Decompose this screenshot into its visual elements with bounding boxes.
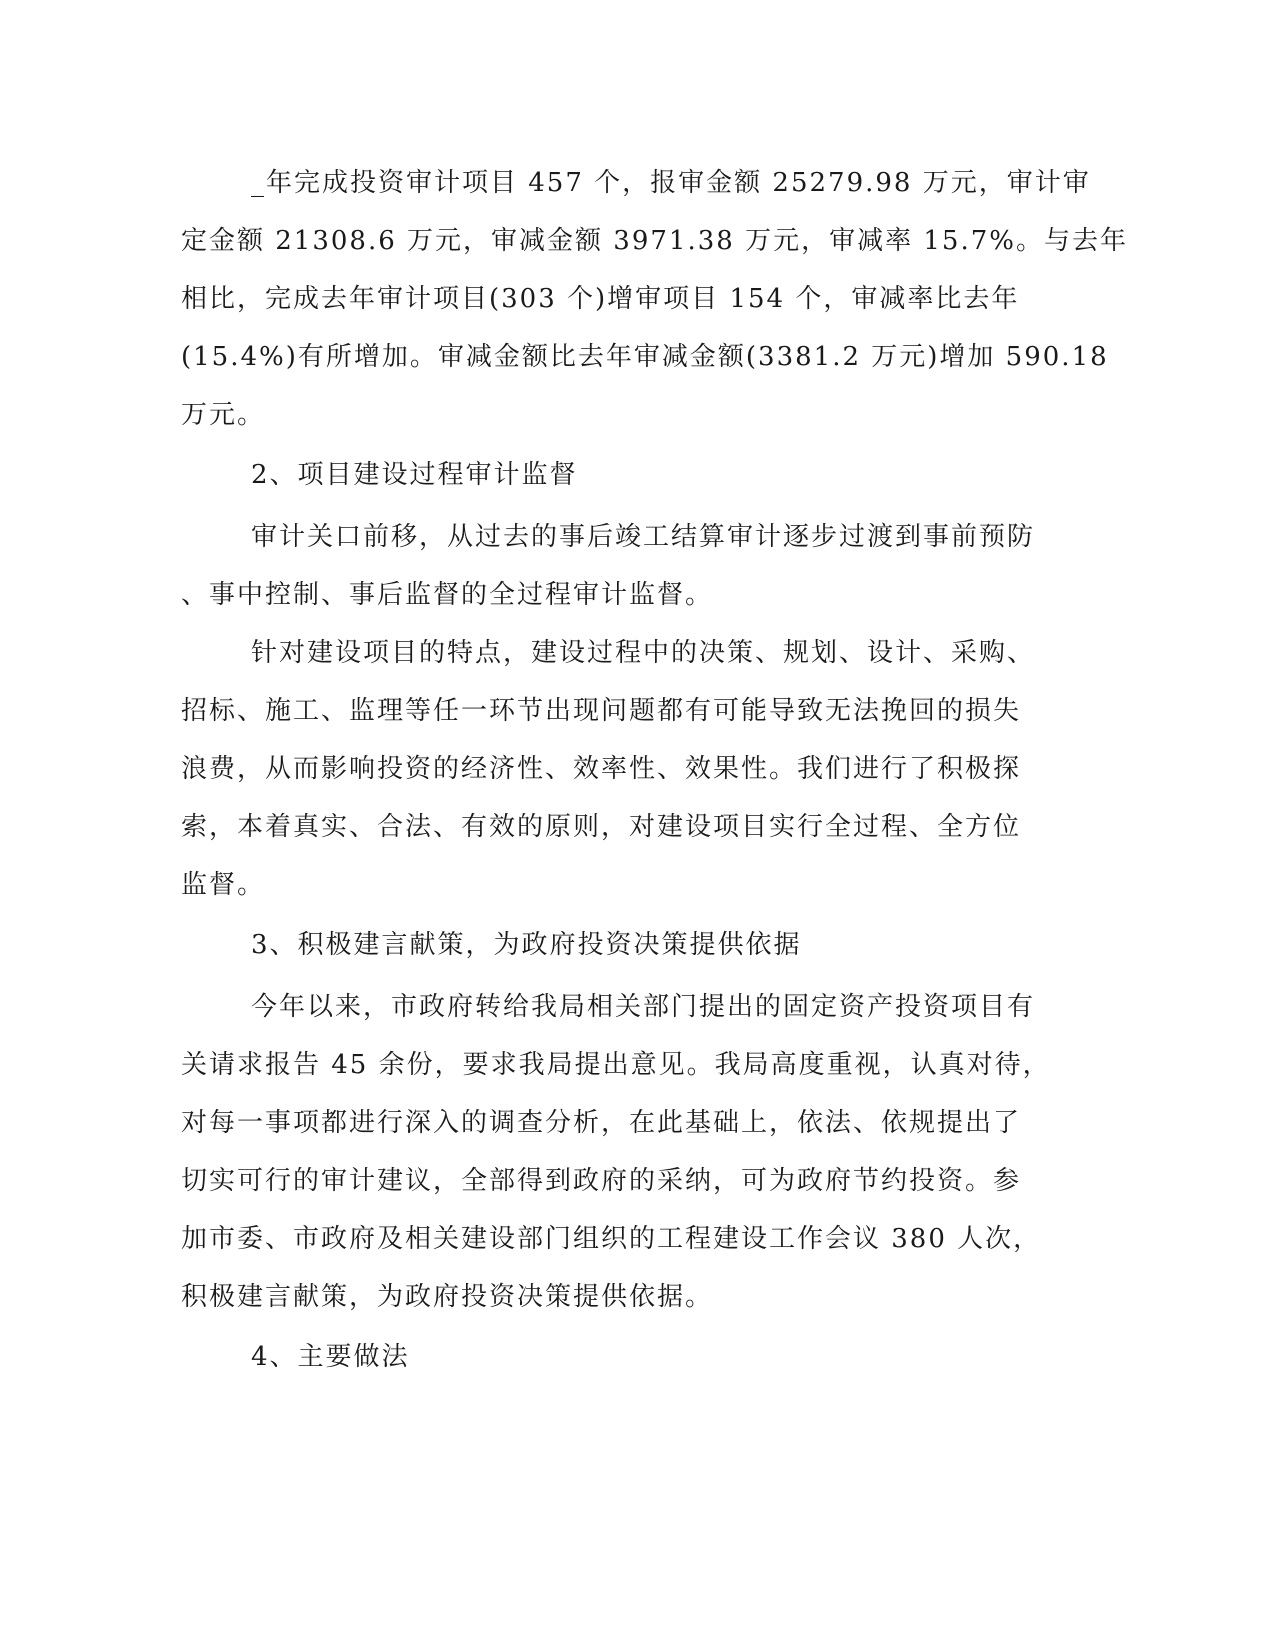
- text-line: 积极建言献策，为政府投资决策提供依据。: [181, 1282, 714, 1312]
- paragraph-project-characteristics: [181, 624, 1036, 914]
- section-heading-2: 2、项目建设过程审计监督: [251, 460, 578, 490]
- document-body: [181, 154, 1128, 1390]
- text-line: 万元。: [181, 400, 266, 430]
- text-line: 监督。: [181, 870, 266, 900]
- text-line: 对每一事项都进行深入的调查分析，在此基础上，依法、依规提出了: [181, 1108, 1022, 1138]
- text-line: 索，本着真实、合法、有效的原则，对建设项目实行全过程、全方位: [181, 812, 1022, 842]
- text-line: 关请求报告 45 余份，要求我局提出意见。我局高度重视，认真对待，: [181, 1050, 1051, 1080]
- text-line: 今年以来，市政府转给我局相关部门提出的固定资产投资项目有: [251, 992, 1036, 1022]
- text-line: _年完成投资审计项目 457 个，报审金额 25279.98 万元，审计审: [251, 168, 1091, 198]
- paragraph-audit-shift: [181, 508, 1036, 624]
- text-line: 定金额 21308.6 万元，审减金额 3971.38 万元，审减率 15.7%。与去年: [181, 226, 1128, 256]
- text-line: 针对建设项目的特点，建设过程中的决策、规划、设计、采购、: [251, 638, 1036, 668]
- text-line: 浪费，从而影响投资的经济性、效率性、效果性。我们进行了积极探: [181, 754, 1022, 784]
- paragraph-audit-summary: [181, 154, 1128, 444]
- text-line: (15.4%)有所增加。审减金额比去年审减金额(3381.2 万元)增加 590.18: [181, 342, 1109, 372]
- text-line: 招标、施工、监理等任一环节出现问题都有可能导致无法挽回的损失: [181, 696, 1022, 726]
- section-heading-4: 4、主要做法: [251, 1342, 410, 1372]
- text-line: 审计关口前移，从过去的事后竣工结算审计逐步过渡到事前预防: [251, 522, 1036, 552]
- text-line: 、事中控制、事后监督的全过程审计监督。: [181, 580, 714, 610]
- paragraph-government-advice: [181, 978, 1051, 1326]
- text-line: 加市委、市政府及相关建设部门组织的工程建设工作会议 380 人次，: [181, 1224, 1042, 1254]
- text-line: 相比，完成去年审计项目(303 个)增审项目 154 个，审减率比去年: [181, 284, 1020, 314]
- section-heading-3: 3、积极建言献策，为政府投资决策提供依据: [251, 930, 802, 960]
- text-line: 切实可行的审计建议，全部得到政府的采纳，可为政府节约投资。参: [181, 1166, 1022, 1196]
